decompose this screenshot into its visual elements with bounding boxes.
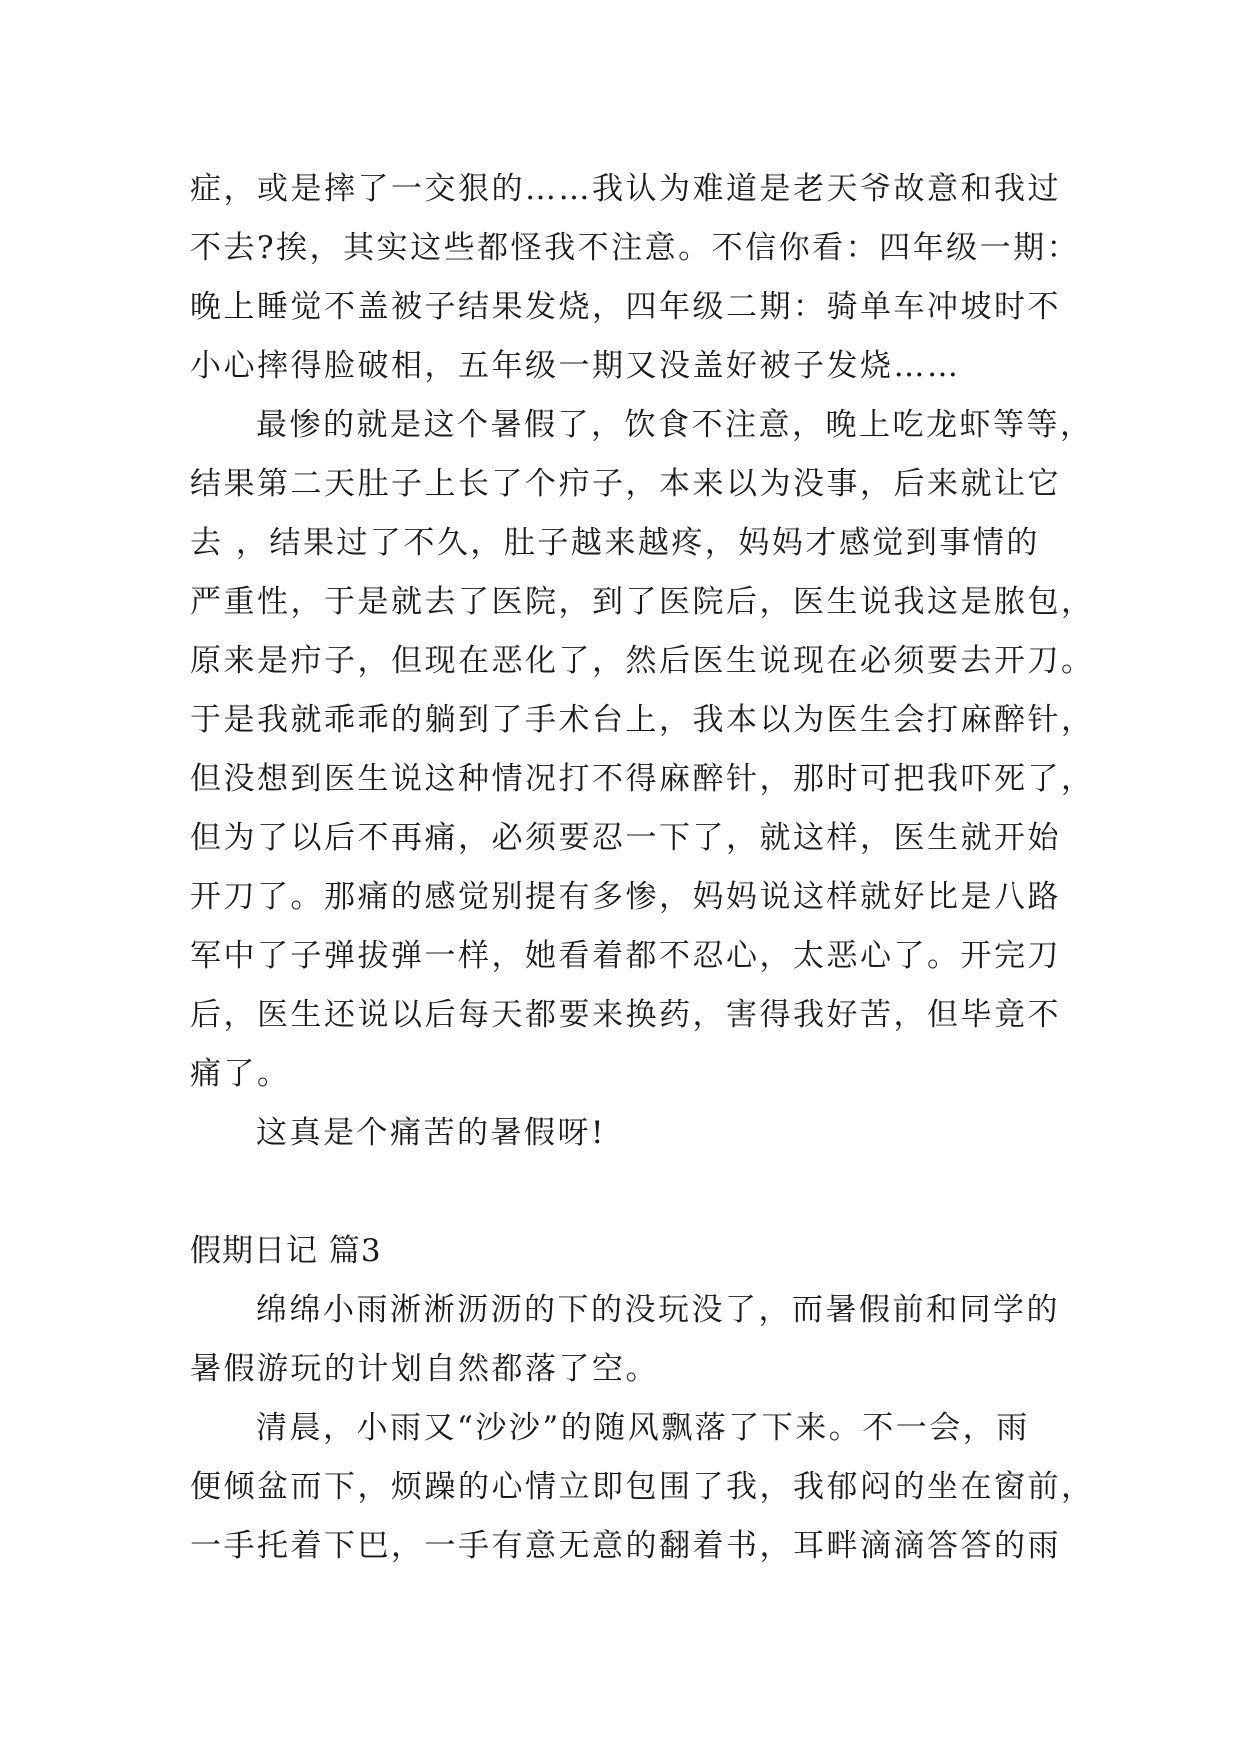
paragraph-line: 最惨的就是这个暑假了，饮食不注意，晚上吃龙虾等等， (256, 407, 1094, 443)
paragraph-line: 小心摔得脸破相，五年级一期又没盖好被子发烧…… (190, 348, 961, 384)
paragraph-line: 但为了以后不再痛，必须要忍一下了，就这样，医生就开始 (190, 820, 1061, 856)
paragraph-line: 结果第二天肚子上长了个疖子，本来以为没事，后来就让它 (190, 466, 1061, 502)
paragraph-line: 一手托着下巴，一手有意无意的翻着书，耳畔滴滴答答的雨 (190, 1528, 1061, 1564)
paragraph-line: 开刀了。那痛的感觉别提有多惨，妈妈说这样就好比是八路 (190, 879, 1061, 915)
paragraph-line: 便倾盆而下，烦躁的心情立即包围了我，我郁闷的坐在窗前， (190, 1469, 1095, 1505)
paragraph-line: 军中了子弹拔弹一样，她看着都不忍心，太恶心了。开完刀 (190, 938, 1061, 974)
paragraph-line: 这真是个痛苦的暑假呀! (256, 1115, 606, 1151)
paragraph-line: 原来是疖子，但现在恶化了，然后医生说现在必须要去开刀。 (190, 643, 1095, 679)
section-gap (190, 1163, 1060, 1222)
paragraph-line: 去 ，结果过了不久，肚子越来越疼，妈妈才感觉到事情的 (190, 525, 1040, 561)
document-body (190, 160, 1095, 1576)
paragraph-line: 绵绵小雨淅淅沥沥的下的没玩没了，而暑假前和同学的 (256, 1292, 1060, 1328)
paragraph-line: 清晨，小雨又“沙沙”的随风飘落了下来。不一会，雨 (256, 1410, 1030, 1446)
section-heading: 假期日记 篇3 (190, 1233, 382, 1269)
paragraph-line: 但没想到医生说这种情况打不得麻醉针，那时可把我吓死了， (190, 761, 1095, 797)
paragraph-line: 于是我就乖乖的躺到了手术台上，我本以为医生会打麻醉针， (190, 702, 1095, 738)
paragraph-line: 症，或是摔了一交狠的……我认为难道是老天爷故意和我过 (190, 171, 1061, 207)
paragraph-line: 不去?挨，其实这些都怪我不注意。不信你看：四年级一期： (190, 230, 1081, 266)
paragraph-line: 暑假游玩的计划自然都落了空。 (190, 1351, 659, 1387)
paragraph-line: 晚上睡觉不盖被子结果发烧，四年级二期：骑单车冲坡时不 (190, 289, 1061, 325)
paragraph-line: 严重性，于是就去了医院，到了医院后，医生说我这是脓包， (190, 584, 1095, 620)
paragraph-line: 痛了。 (190, 1056, 291, 1092)
paragraph-line: 后，医生还说以后每天都要来换药，害得我好苦，但毕竟不 (190, 997, 1061, 1033)
